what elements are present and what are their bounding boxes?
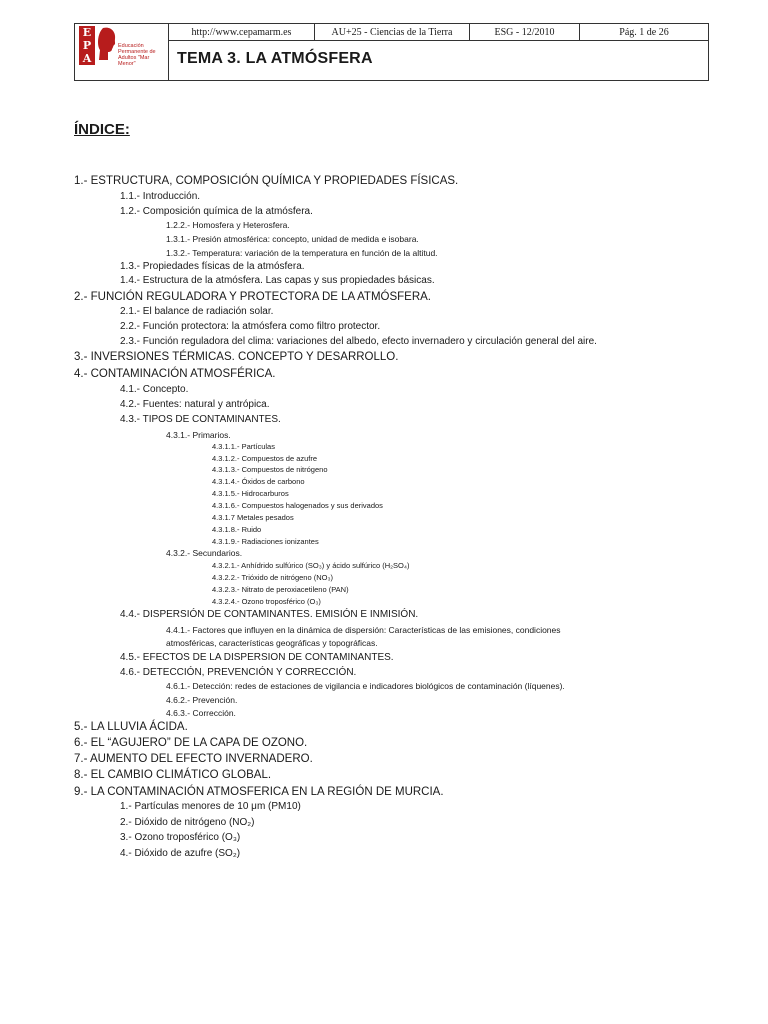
logo-letter-e: E <box>79 26 95 39</box>
index-entry-level-4: 4.3.1.1.- Partículas <box>212 442 275 451</box>
index-entry-level-2: 1.3.- Propiedades físicas de la atmósfera. <box>120 261 305 272</box>
logo-letter-p: P <box>79 39 95 52</box>
index-entry-level-1: 4.- CONTAMINACIÓN ATMOSFÉRICA. <box>74 368 276 380</box>
index-entry-level-4: 4.3.1.6.- Compuestos halogenados y sus derivados <box>212 501 383 510</box>
index-entry-level-4: 4.3.1.4.- Óxidos de carbono <box>212 477 305 486</box>
index-entry-level-4: 4.3.1.8.- Ruido <box>212 525 262 534</box>
index-entry-level-3: 1.3.2.- Temperatura: variación de la temperatura en función de la altitud. <box>166 248 438 258</box>
index-entry-level-3: 4.6.2.- Prevención. <box>166 695 238 705</box>
index-entry-level-2: 1.- Partículas menores de 10 μm (PM10) <box>120 801 301 812</box>
index-entry-level-2: 4.2.- Fuentes: natural y antrópica. <box>120 399 270 410</box>
index-entry-level-1: 2.- FUNCIÓN REGULADORA Y PROTECTORA DE LA ATMÓSFERA. <box>74 291 432 303</box>
index-entry-level-2: 4.6.- DETECCIÓN, PREVENCIÓN Y CORRECCIÓN. <box>120 667 357 678</box>
index-entry-level-3: 4.4.1.- Factores que influyen en la dinámica de dispersión: Características de las emisiones, condiciones <box>166 625 561 635</box>
index-entry-level-1: 8.- EL CAMBIO CLIMÁTICO GLOBAL. <box>74 769 272 781</box>
index-entry-level-4: 4.3.1.7 Metales pesados <box>212 513 294 522</box>
index-entry-level-1: 6.- EL “AGUJERO” DE LA CAPA DE OZONO. <box>74 737 308 749</box>
index-entry-level-3: 4.3.1.- Primarios. <box>166 430 231 440</box>
index-entry-level-3: 4.6.3.- Corrección. <box>166 708 236 718</box>
logo-tagline: Educación Permanente de Adultos "Mar Menor" <box>118 43 156 67</box>
index-entry-level-4: 4.3.2.1.- Anhídrido sulfúrico (SO₃) y ácido sulfúrico (H₂SO₄) <box>212 561 410 570</box>
index-entry-level-2: 3.- Ozono troposférico (O₃) <box>120 832 241 843</box>
index-entry-level-2: 1.4.- Estructura de la atmósfera. Las capas y sus propiedades básicas. <box>120 275 435 286</box>
header-url: http://www.cepamarm.es <box>169 24 315 40</box>
index-entry-level-3: 4.6.1.- Detección: redes de estaciones de vigilancia e indicadores biológicos de contaminación (líquenes). <box>166 681 565 691</box>
document-title: TEMA 3. LA ATMÓSFERA <box>177 50 373 67</box>
header-page-number: Pág. 1 de 26 <box>619 26 669 38</box>
index-entry-level-4: 4.3.1.5.- Hidrocarburos <box>212 489 289 498</box>
index-entry-level-2: 4.4.- DISPERSIÓN DE CONTAMINANTES. EMISIÓN E INMISIÓN. <box>120 609 419 620</box>
index-entry-level-4: 4.3.2.2.- Trióxido de nitrógeno (NO₃) <box>212 573 334 582</box>
index-entry-level-3: atmosféricas, características geográficas y topográficas. <box>166 638 378 648</box>
index-heading: ÍNDICE: <box>74 121 130 138</box>
index-entry-level-4: 4.3.1.2.- Compuestos de azufre <box>212 454 318 463</box>
index-entry-level-3: 1.2.2.- Homosfera y Heterosfera. <box>166 220 290 230</box>
index-entry-level-1: 9.- LA CONTAMINACIÓN ATMOSFERICA EN LA REGIÓN DE MURCIA. <box>74 786 444 798</box>
index-entry-level-2: 2.3.- Función reguladora del clima: variaciones del albedo, efecto invernadero y circulación general del aire. <box>120 336 597 347</box>
index-entry-level-2: 1.1.- Introducción. <box>120 191 201 202</box>
index-entry-level-3: 4.3.2.- Secundarios. <box>166 548 243 558</box>
index-entry-level-2: 1.2.- Composición química de la atmósfera. <box>120 206 313 217</box>
index-entry-level-2: 4.5.- EFECTOS DE LA DISPERSION DE CONTAMINANTES. <box>120 652 394 663</box>
index-entry-level-1: 3.- INVERSIONES TÉRMICAS. CONCEPTO Y DESARROLLO. <box>74 351 399 363</box>
index-entry-level-1: 1.- ESTRUCTURA, COMPOSICIÓN QUÍMICA Y PROPIEDADES FÍSICAS. <box>74 175 459 187</box>
index-entry-level-3: 1.3.1.- Presión atmosférica: concepto, unidad de medida e isobara. <box>166 234 419 244</box>
index-entry-level-2: 2.2.- Función protectora: la atmósfera como filtro protector. <box>120 321 381 332</box>
index-entry-level-4: 4.3.1.9.- Radiaciones ionizantes <box>212 537 319 546</box>
index-entry-level-1: 5.- LA LLUVIA ÁCIDA. <box>74 721 188 733</box>
header-course: AU+25 - Ciencias de la Tierra <box>315 24 470 40</box>
index-entry-level-4: 4.3.2.4.- Ozono troposférico (O₃) <box>212 597 321 606</box>
index-entry-level-2: 2.- Dióxido de nitrógeno (NO₂) <box>120 817 255 828</box>
index-entry-level-2: 4.3.- TIPOS DE CONTAMINANTES. <box>120 414 281 425</box>
logo-letter-a: A <box>79 52 95 65</box>
index-entry-level-2: 4.- Dióxido de azufre (SO₂) <box>120 848 241 859</box>
index-entry-level-2: 4.1.- Concepto. <box>120 384 189 395</box>
index-entry-level-4: 4.3.2.3.- Nitrato de peroxiacetileno (PAN) <box>212 585 349 594</box>
index-entry-level-4: 4.3.1.3.- Compuestos de nitrógeno <box>212 465 328 474</box>
index-entry-level-1: 7.- AUMENTO DEL EFECTO INVERNADERO. <box>74 753 313 765</box>
header-code: ESG - 12/2010 <box>470 24 580 40</box>
index-entry-level-2: 2.1.- El balance de radiación solar. <box>120 306 274 317</box>
